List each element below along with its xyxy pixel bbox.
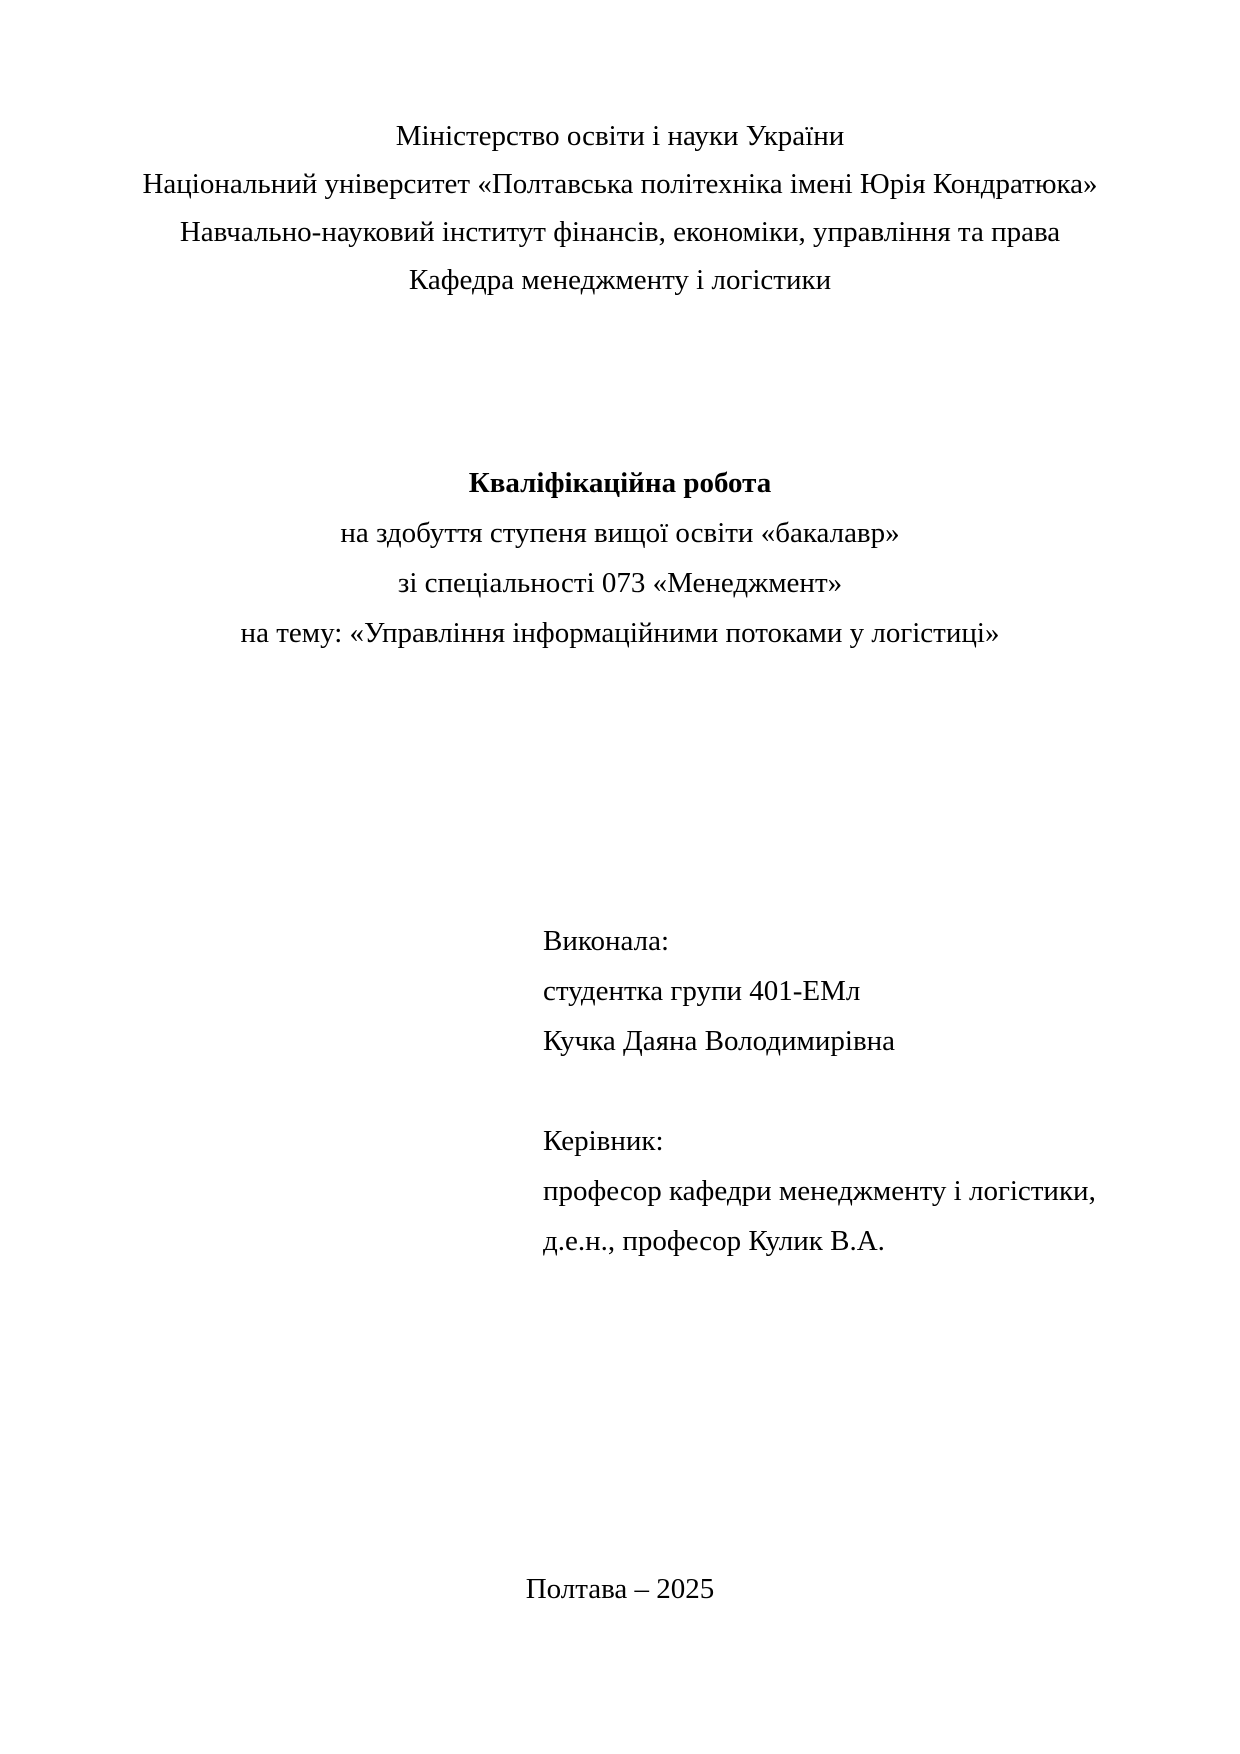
city-year-line: Полтава – 2025: [525, 1573, 715, 1605]
credits-block: [543, 916, 1150, 1266]
credits-spacer: [543, 1066, 1150, 1116]
university-line: Національний університет «Полтавська політехніка імені Юрія Кондратюка»: [142, 168, 1098, 200]
supervisor-label: Керівник:: [543, 1125, 664, 1157]
institute-line: Навчально-науковий інститут фінансів, економіки, управління та права: [179, 216, 1061, 248]
topic-line: на тему: «Управління інформаційними потоками у логістиці»: [240, 617, 1000, 649]
executor-name-line: Кучка Даяна Володимирівна: [543, 1025, 896, 1057]
degree-line: на здобуття ступеня вищої освіти «бакалавр»: [340, 517, 900, 549]
supervisor-position-line: професор кафедри менеджменту і логістики,: [543, 1175, 1096, 1207]
work-type-title: Кваліфікаційна робота: [468, 467, 772, 499]
department-line: Кафедра менеджменту і логістики: [408, 264, 832, 296]
specialty-line: зі спеціальності 073 «Менеджмент»: [397, 567, 843, 599]
title-block: [104, 458, 1136, 658]
executor-label: Виконала:: [543, 925, 670, 957]
footer-block: [104, 1564, 1136, 1614]
supervisor-name-line: д.е.н., професор Кулик В.А.: [543, 1225, 885, 1257]
header-block: [104, 112, 1136, 304]
ministry-line: Міністерство освіти і науки України: [395, 120, 845, 152]
executor-group-line: студентка групи 401-ЕМл: [543, 975, 861, 1007]
